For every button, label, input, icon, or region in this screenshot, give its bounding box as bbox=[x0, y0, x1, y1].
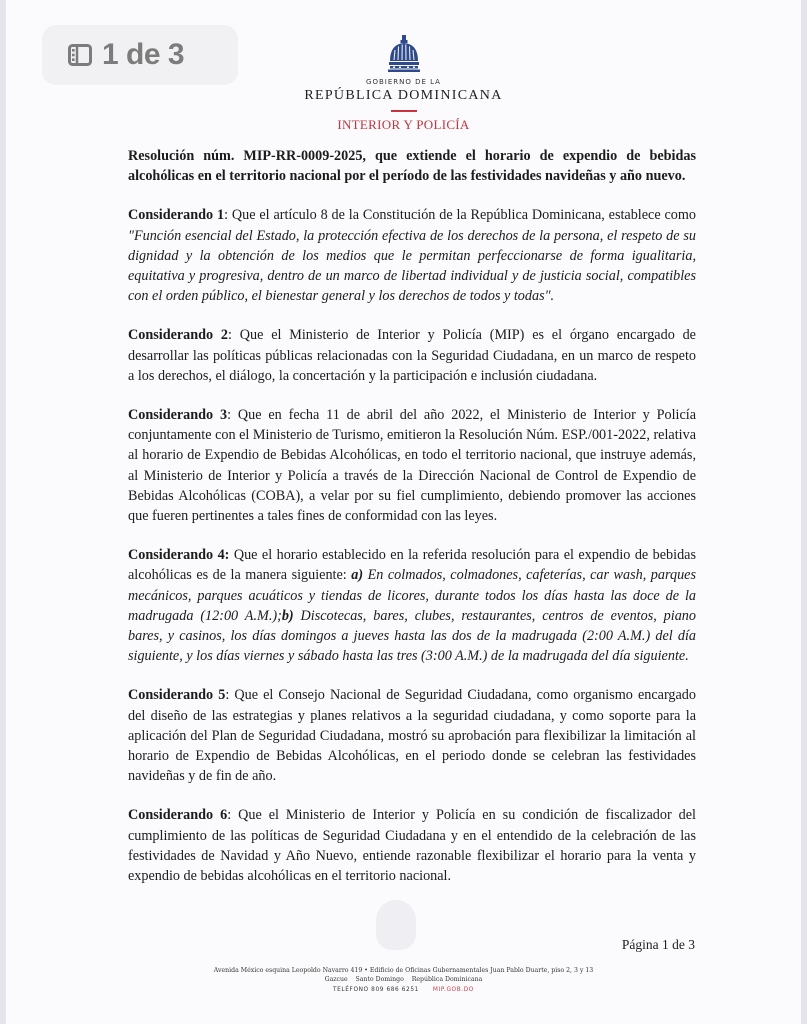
letterhead-department: INTERIOR Y POLICÍA bbox=[337, 117, 470, 132]
footer-address-line1: Avenida México esquina Leopoldo Navarro 419 • Edificio de Oficinas Gubernamentales Juan Pablo Duarte, piso 2, 3 y 13 bbox=[213, 967, 594, 974]
page-number: Página 1 de 3 bbox=[621, 937, 695, 952]
item-b-label: b) bbox=[281, 607, 294, 624]
considerando-label: Considerando 1 bbox=[128, 207, 225, 224]
considerando-text: : Que en fecha 11 de abril del año 2022, el Ministerio de Interior y Policía conjuntamente con el Ministerio de Turismo, emitieron la Resolución Núm. ESP./001-2022, relativa al horario de Expendio de Bebidas Alcohólicas, en todo el territorio nacional, que instruye además, al Ministerio de Interior y Policía a través de la Dirección Nacional de Control de Expendio de Bebidas Alcohólicas (COBA), a velar por su fiel cumplimiento, debiendo promover las acciones que fueren pertinentes a tales fines de conformidad con las leyes. bbox=[128, 407, 696, 525]
footer-address-line2: Gazcue Santo Domingo República Dominicana bbox=[324, 976, 483, 983]
letterhead-government-line: GOBIERNO DE LA bbox=[366, 78, 441, 86]
document-body bbox=[128, 146, 696, 905]
considerando-label: Considerando 5 bbox=[128, 687, 226, 704]
letterhead-divider bbox=[391, 110, 417, 112]
constitution-quote: "Función esencial del Estado, la protección efectiva de los derechos de la persona, el respeto de su dignidad y la obtención de los medios que le permitan perfeccionarse de forma igualitaria, equitativa y progresiva, dentro de un marco de libertad individual y de justicia social, compatibles con el orden público, el bienestar general y los derechos de todos y todas". bbox=[128, 227, 696, 305]
footer-phone: TELÉFONO 809 686 6251 bbox=[333, 987, 419, 993]
letterhead bbox=[0, 34, 807, 133]
item-a-label: a) bbox=[351, 567, 364, 584]
considerando-text: : Que el Ministerio de Interior y Policía en su condición de fiscalizador del cumplimiento de las políticas de Seguridad Ciudadana y en el entendido de la celebración de las festividades de Navidad y Año Nuevo, entiende razonable flexibilizar el horario para la venta y expendio de bebidas alcohólicas en el territorio nacional. bbox=[128, 807, 696, 885]
item-b-text: Discotecas, bares, clubes, restaurantes, centros de eventos, piano bares, y casinos, los días domingos a jueves hasta las dos de la madrugada (2:00 A.M.) del día siguiente, y los días viernes y sábado hasta las tres (3:00 A.M.) de la madrugada del día siguiente. bbox=[128, 607, 696, 665]
dome-emblem-icon bbox=[385, 34, 423, 74]
resolution-title: Resolución núm. MIP-RR-0009-2025, que extiende el horario de expendio de bebidas alcohólicas en el territorio nacional por el período de las festividades navideñas y año nuevo. bbox=[128, 148, 696, 185]
considerando-text: Que el horario establecido en la referida resolución para el expendio de bebidas alcohólicas es de la manera siguiente: bbox=[128, 547, 696, 584]
page-indicator-text: 1 de 3 bbox=[102, 38, 185, 71]
considerando-label: Considerando 6 bbox=[128, 807, 228, 824]
considerando-label: Considerando 3 bbox=[128, 407, 228, 424]
letterhead-country: REPÚBLICA DOMINICANA bbox=[304, 88, 503, 103]
item-a-text: En colmados, colmadones, cafeterías, car wash, parques mecánicos, parques acuáticos y tiendas de licores, durante todos los días hasta las doce de la madrugada (12:00 A.M.); bbox=[128, 567, 696, 624]
footer bbox=[0, 966, 807, 995]
considerando-text: : Que el Ministerio de Interior y Policía (MIP) es el órgano encargado de desarrollar las políticas públicas relacionadas con la Seguridad Ciudadana, en un marco de respeto a los derechos, el diálogo, la concertación y la participación e inclusión ciudadana. bbox=[128, 327, 696, 384]
considerando-6 bbox=[128, 805, 696, 886]
considerando-text: : Que el Consejo Nacional de Seguridad Ciudadana, como organismo encargado del diseño de las estrategias y planes relativos a la seguridad ciudadana, y como soporte para la aplicación del Plan de Seguridad Ciudadana, mostró su aprobación para flexibilizar la limitación al horario de Expendio de Bebidas Alcohólicas, en el periodo donde se celebran las festividades navideñas y de fin de año. bbox=[128, 687, 696, 785]
considerando-label: Considerando 4: bbox=[128, 547, 230, 564]
considerando-4 bbox=[128, 545, 696, 666]
considerando-3 bbox=[128, 405, 696, 526]
considerando-1 bbox=[128, 205, 696, 306]
footer-website[interactable]: MIP.GOB.DO bbox=[432, 987, 474, 993]
coat-of-arms-watermark bbox=[376, 900, 416, 950]
considerando-text: : Que el artículo 8 de la Constitución de la República Dominicana, establece como bbox=[224, 207, 696, 224]
considerando-label: Considerando 2 bbox=[128, 327, 229, 344]
footer-contact bbox=[0, 986, 807, 995]
considerando-2 bbox=[128, 325, 696, 386]
considerando-5 bbox=[128, 685, 696, 786]
